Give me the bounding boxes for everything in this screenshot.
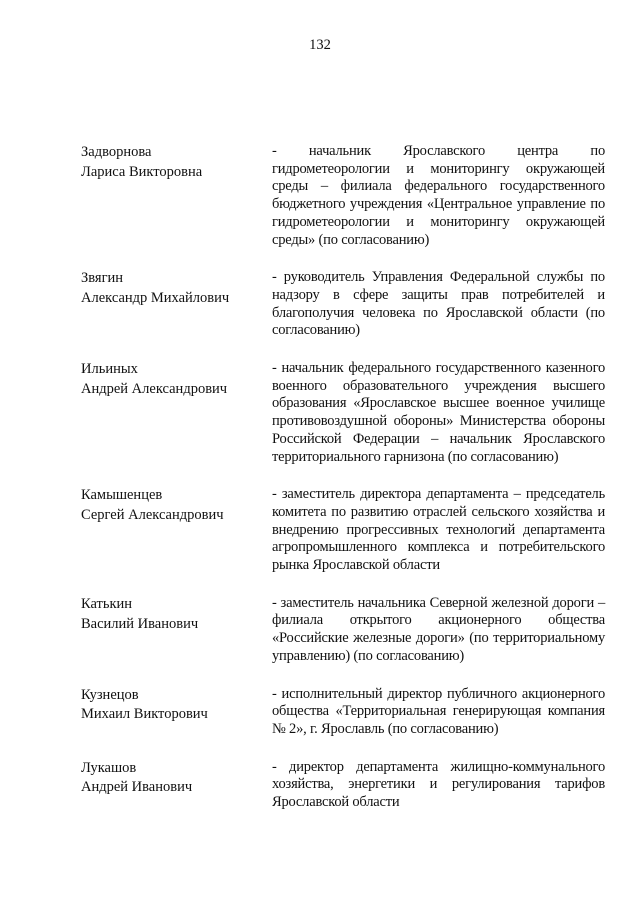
- member-name: [81, 686, 272, 739]
- member-given-names: Сергей Александрович: [81, 507, 224, 524]
- member-name: [81, 595, 272, 666]
- member-surname: Кузнецов: [81, 686, 139, 703]
- page-number: 132: [309, 37, 331, 53]
- member-name: [81, 143, 272, 249]
- list-item: [81, 143, 605, 249]
- list-item: [81, 486, 605, 575]
- member-position: - руководитель Управления Федеральной службы по надзору в сфере защиты прав потребителей и благополучия человека по Ярославской области (по согласованию): [272, 269, 605, 339]
- member-surname: Катькин: [81, 595, 133, 612]
- member-given-names: Лариса Викторовна: [81, 163, 203, 180]
- list-item: [81, 686, 605, 739]
- member-name: [81, 759, 272, 812]
- member-name: [81, 269, 272, 340]
- member-surname: Задворнова: [81, 144, 152, 160]
- member-position: - заместитель начальника Северной железной дороги – филиала открытого акционерного общества «Российские железные дороги» (по территориальному управлению) (по согласованию): [272, 594, 605, 664]
- member-position: - директор департамента жилищно-коммунального хозяйства, энергетики и регулирования тарифов Ярославской области: [272, 758, 605, 811]
- member-surname: Ильиных: [81, 361, 138, 378]
- list-item: [81, 595, 605, 666]
- member-given-names: Василий Иванович: [81, 615, 199, 632]
- list-item: [81, 269, 605, 340]
- member-position: - начальник федерального государственного казенного военного образовательного учреждения высшего образования «Ярославское высшее военное училище противовоздушной обороны» Министерства обороны Российской Федерации – начальник Ярославского территориального гарнизона (по согласованию): [272, 360, 605, 465]
- member-position: - заместитель директора департамента – председатель комитета по развитию отраслей сельского хозяйства и внедрению прогрессивных технологий департамента агропромышленного комплекса и потребительского рынка Ярославской области: [272, 486, 605, 574]
- member-name: [81, 360, 272, 466]
- member-given-names: Андрей Иванович: [81, 779, 193, 796]
- member-given-names: Александр Михайлович: [81, 290, 230, 307]
- list-item: [81, 360, 605, 466]
- member-list: [81, 143, 605, 832]
- member-name: [81, 486, 272, 575]
- member-surname: Лукашов: [81, 759, 137, 776]
- member-given-names: Андрей Александрович: [81, 380, 228, 397]
- list-item: [81, 759, 605, 812]
- member-given-names: Михаил Викторович: [81, 706, 208, 723]
- member-position: - начальник Ярославского центра по гидрометеорологии и мониторингу окружающей среды – филиала федерального государственного бюджетного учреждения «Центральное управление по гидрометеорологии и мониторингу окружающей среды» (по согласованию): [272, 143, 605, 248]
- member-surname: Звягин: [81, 270, 124, 287]
- member-surname: Камышенцев: [81, 487, 163, 504]
- member-position: - исполнительный директор публичного акционерного общества «Территориальная генерирующая компания № 2», г. Ярославль (по согласованию): [272, 685, 605, 737]
